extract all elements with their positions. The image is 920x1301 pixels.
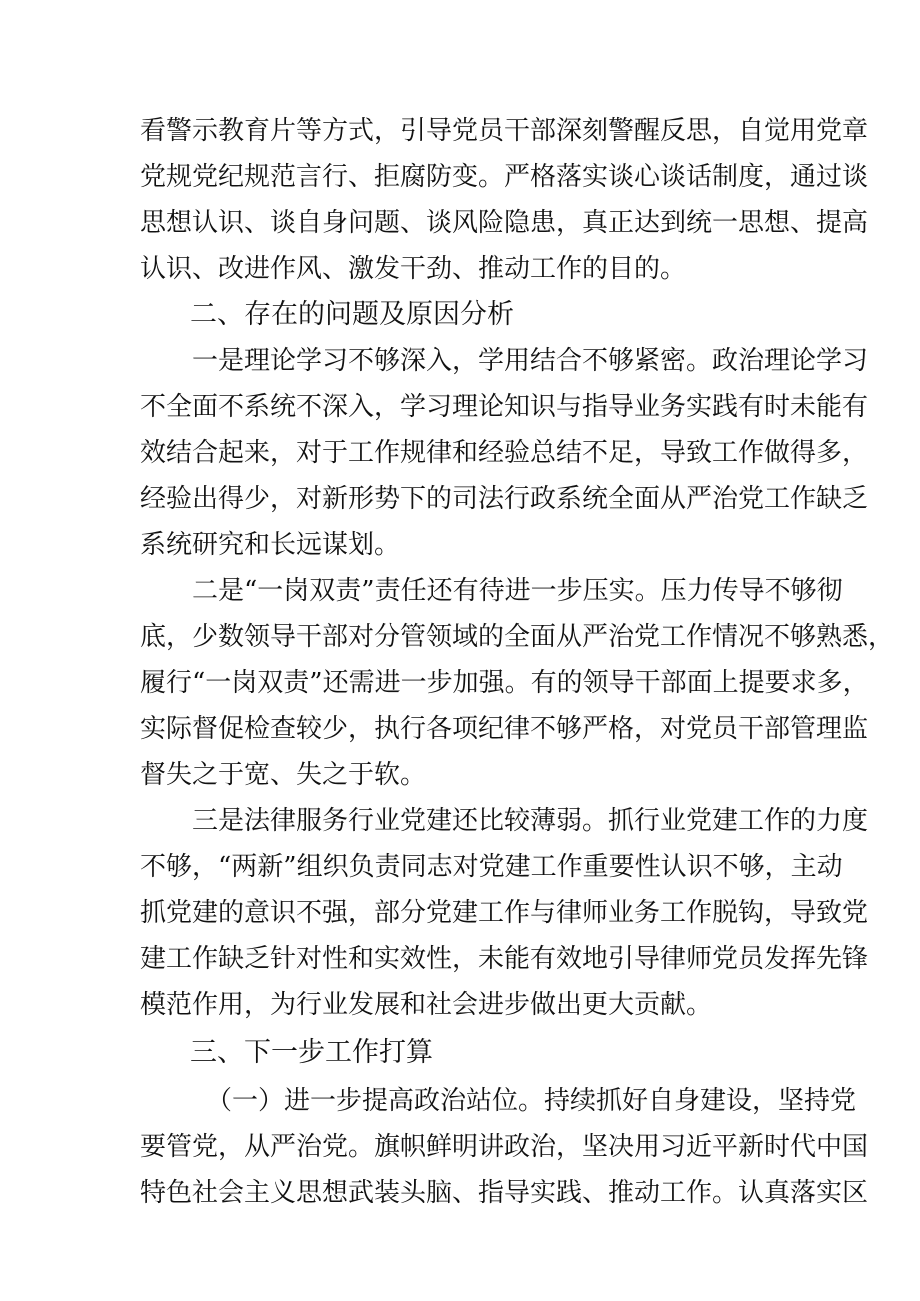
text-line: 经验出得少，对新形势下的司法行政系统全面从严治党工作缺乏 xyxy=(140,484,869,514)
text-line: （一）进一步提高政治站位。持续抓好自身建设，坚持党 xyxy=(206,1086,857,1116)
text-line: 思想认识、谈自身问题、谈风险隐患，真正达到统一思想、提高 xyxy=(140,208,869,238)
text-line: 一是理论学习不够深入，学用结合不够紧密。政治理论学习 xyxy=(192,346,869,376)
text-line: 二是“一岗双责”责任还有待进一步压实。压力传导不够彻 xyxy=(192,576,843,606)
document-body xyxy=(140,108,895,1216)
text-line: 效结合起来，对于工作规律和经验总结不足，导致工作做得多， xyxy=(140,438,869,468)
text-line: 不够，“两新”组织负责同志对党建工作重要性认识不够，主动 xyxy=(140,852,843,882)
paragraph-intro xyxy=(140,108,869,292)
text-line: 底，少数领导干部对分管领域的全面从严治党工作情况不够熟悉， xyxy=(140,622,895,652)
text-line: 不全面不系统不深入，学习理论知识与指导业务实践有时未能有 xyxy=(140,392,869,422)
text-line: 实际督促检查较少，执行各项纪律不够严格，对党员干部管理监 xyxy=(140,714,869,744)
text-line: 认识、改进作风、激发干劲、推动工作的目的。 xyxy=(140,254,687,284)
section-heading-3: 三、下一步工作打算 xyxy=(190,1037,433,1068)
text-line: 履行“一岗双责”还需进一步加强。有的领导干部面上提要求多， xyxy=(140,668,869,698)
text-line: 看警示教育片等方式，引导党员干部深刻警醒反思，自觉用党章 xyxy=(140,116,869,146)
text-line: 特色社会主义思想武装头脑、指导实践、推动工作。认真落实区 xyxy=(140,1178,869,1208)
text-line: 三是法律服务行业党建还比较薄弱。抓行业党建工作的力度 xyxy=(192,806,869,836)
text-line: 模范作用，为行业发展和社会进步做出更大贡献。 xyxy=(140,990,713,1020)
text-line: 党规党纪规范言行、拒腐防变。严格落实谈心谈话制度，通过谈 xyxy=(140,162,869,192)
text-line: 抓党建的意识不强，部分党建工作与律师业务工作脱钩，导致党 xyxy=(140,898,869,928)
text-line: 督失之于宽、失之于软。 xyxy=(140,760,427,790)
text-line: 要管党，从严治党。旗帜鲜明讲政治，坚决用习近平新时代中国 xyxy=(140,1132,869,1162)
paragraph-problem-2 xyxy=(140,568,895,798)
text-line: 系统研究和长远谋划。 xyxy=(140,530,401,560)
text-line: 建工作缺乏针对性和实效性，未能有效地引导律师党员发挥先锋 xyxy=(140,944,869,974)
section-heading-2: 二、存在的问题及原因分析 xyxy=(190,299,514,330)
paragraph-problem-1 xyxy=(140,338,869,568)
paragraph-problem-3 xyxy=(140,798,869,1028)
paragraph-plan-1 xyxy=(140,1078,869,1216)
